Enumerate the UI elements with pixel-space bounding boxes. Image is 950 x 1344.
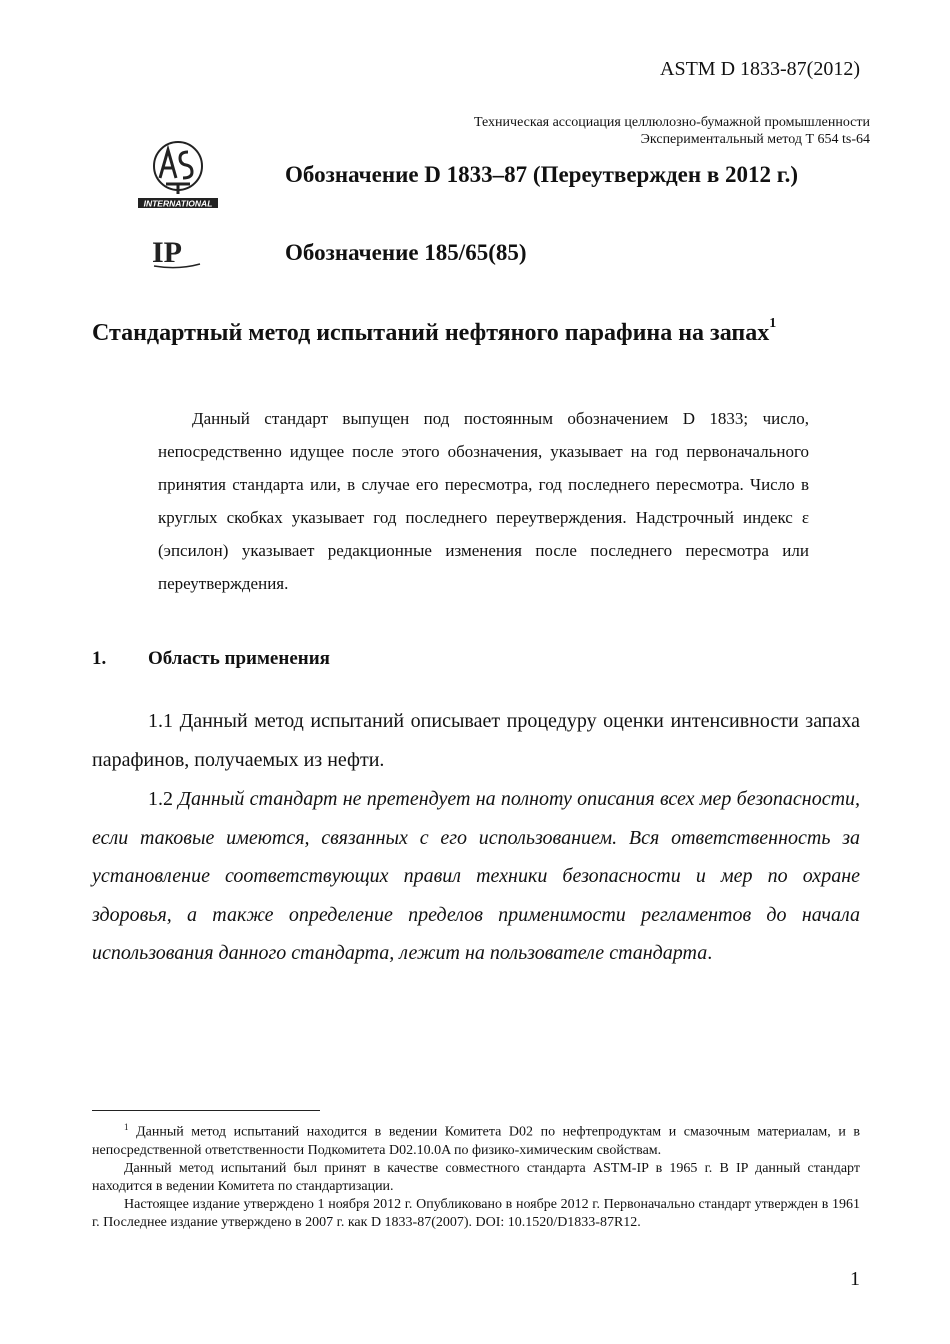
section-number: 1. — [92, 648, 107, 669]
paragraph-end-mark: . — [707, 942, 713, 964]
secondary-designation: Обозначение 185/65(85) — [285, 240, 527, 265]
section-heading — [92, 648, 330, 670]
footnote-mark: 1 — [124, 1122, 129, 1132]
astm-logo — [136, 138, 220, 210]
organization-name: Техническая ассоциация целлюлозно-бумажной промышленности — [474, 115, 870, 130]
svg-text:INTERNATIONAL: INTERNATIONAL — [143, 198, 213, 209]
paragraph-1-2 — [92, 780, 860, 973]
title-text: Стандартный метод испытаний нефтяного парафина на запах — [92, 320, 770, 346]
footnote-text: Данный метод испытаний находится в ведении Комитета D02 по нефтепродуктам и смазочным материалам, и в непосредственной ответственности Подкомитета D02.10.0A по физико-химическим свойствам. — [92, 1124, 860, 1158]
intro-notice — [158, 402, 809, 600]
document-code: ASTM D 1833-87(2012) — [660, 58, 860, 80]
footnotes — [92, 1118, 860, 1232]
paragraph-text: Данный метод испытаний описывает процедуру оценки интенсивности запаха парафинов, получаемых из нефти. — [92, 710, 860, 771]
page-number: 1 — [850, 1268, 860, 1290]
paragraph-number: 1.2 — [148, 788, 173, 810]
title-footnote-ref: 1 — [769, 316, 777, 331]
footnote-2: Данный метод испытаний был принят в качестве совместного стандарта ASTM-IP в 1965 г. В IP данный стандарт находится в ведении Комитета по стандартизации. — [92, 1160, 860, 1194]
footnote-divider — [92, 1110, 320, 1111]
document-title — [92, 316, 777, 347]
paragraph-number: 1.1 — [148, 710, 173, 732]
astm-logo-icon — [136, 138, 220, 210]
paragraph-1-1 — [92, 702, 860, 779]
footnote-3: Настоящее издание утверждено 1 ноября 2012 г. Опубликовано в ноябре 2012 г. Первоначально стандарт утвержден в 1961 г. Последнее издание утверждено в 2007 г. как D 1833-87(2007). DOI: 10.1520/D1833-87R12. — [92, 1196, 860, 1230]
paragraph-text: Данный стандарт не претендует на полноту описания всех мер безопасности, если таковые имеются, связанных с его использованием. Вся ответственность за установление соответствующих правил техники безопасности и мер по охране здоровья, а также определение пределов применимости регламентов до начала использования данного стандарта, лежит на пользователе стандарта — [92, 788, 861, 964]
ip-logo-icon — [150, 234, 206, 270]
experimental-method: Экспериментальный метод Т 654 ts-64 — [640, 132, 870, 147]
section-title: Область применения — [148, 648, 330, 669]
ip-logo — [150, 234, 206, 270]
primary-designation: Обозначение D 1833–87 (Переутвержден в 2012 г.) — [285, 162, 799, 187]
intro-text: Данный стандарт выпущен под постоянным обозначением D 1833; число, непосредственно идущее после этого обозначения, указывает на год первоначального принятия стандарта или, в случае его пересмотра, год последнего пересмотра. Число в круглых скобках указывает год последнего переутверждения. Надстрочный индекс ε (эпсилон) указывает редакционные изменения после последнего пересмотра или переутверждения. — [158, 409, 809, 593]
organization-block — [474, 114, 870, 148]
svg-text:IP: IP — [152, 236, 182, 269]
footnote-1 — [92, 1118, 860, 1160]
